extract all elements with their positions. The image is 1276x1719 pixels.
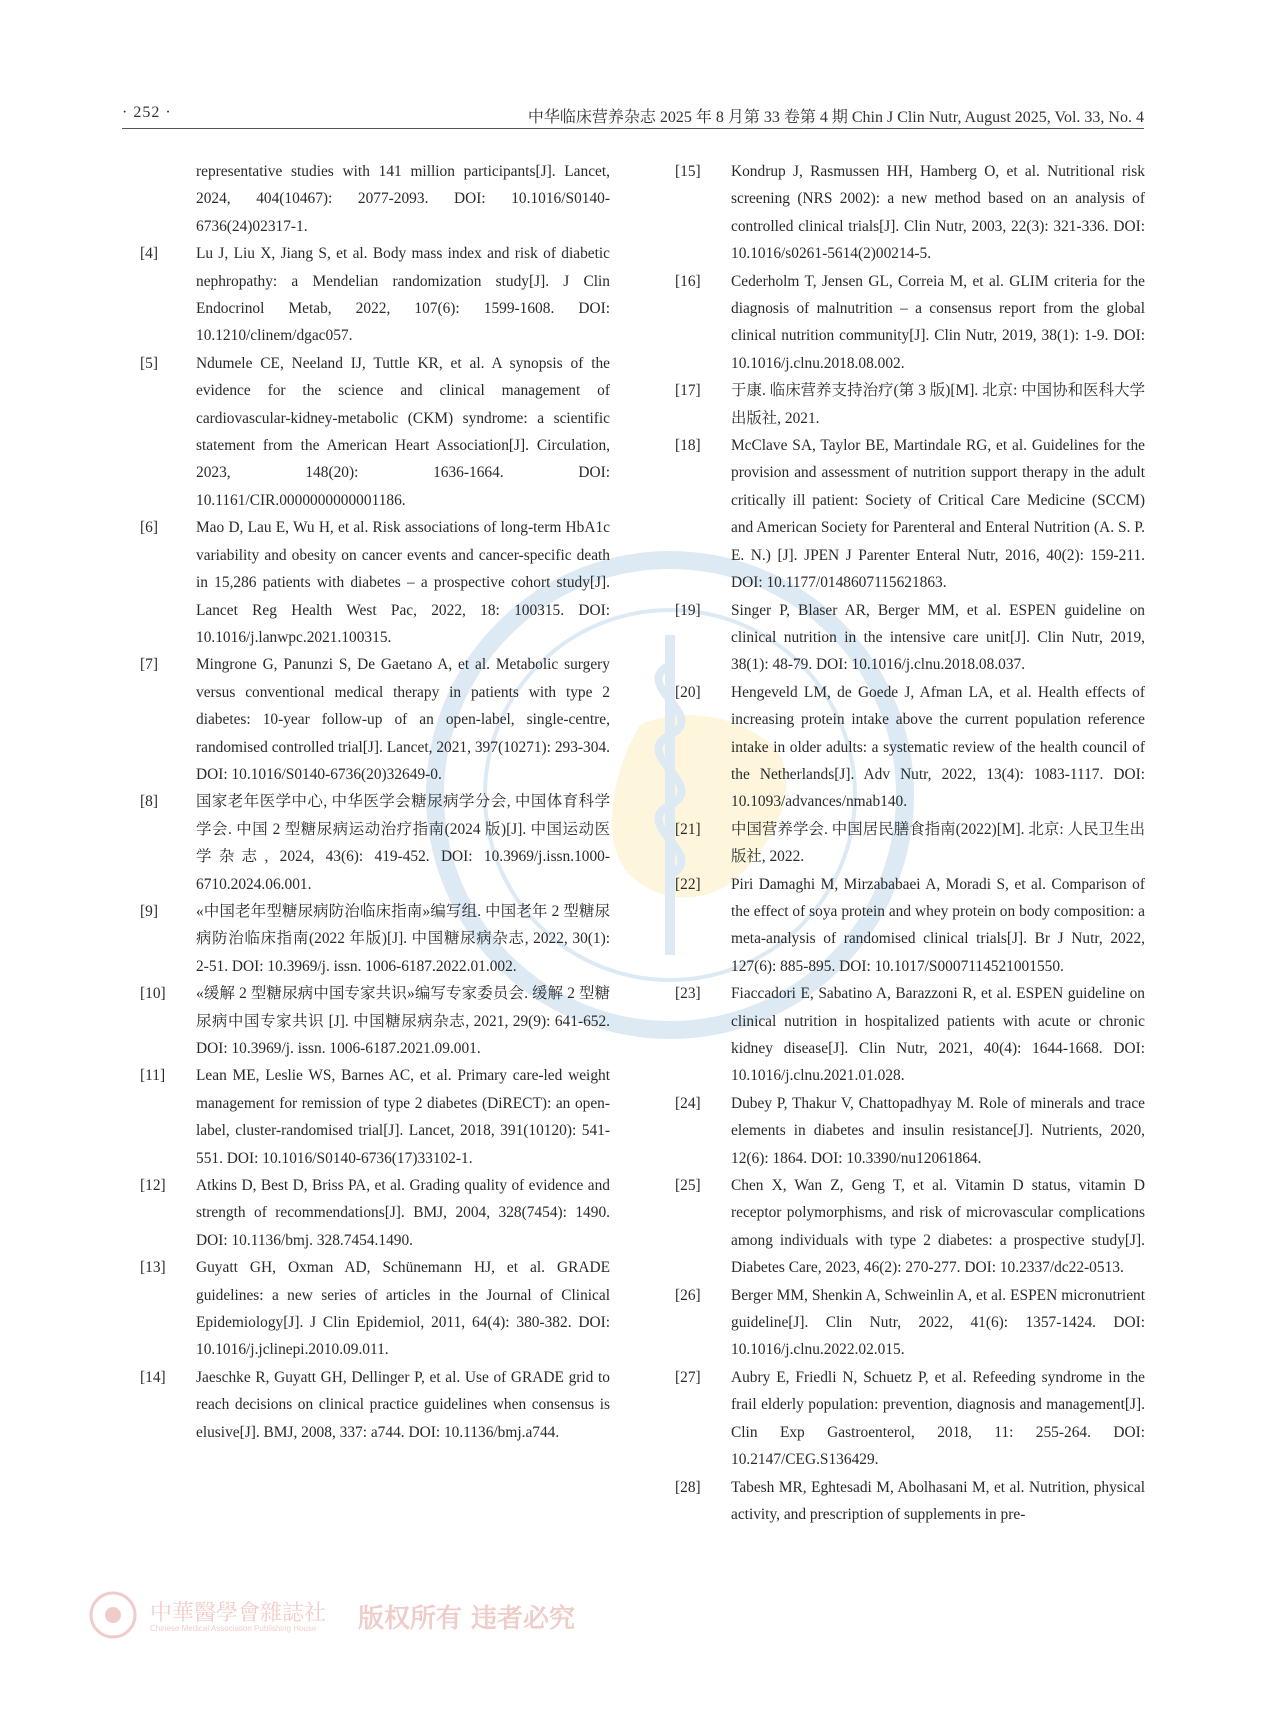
publisher-flower-icon [88,1590,138,1640]
reference-text: Aubry E, Friedli N, Schuetz P, et al. Refeeding syndrome in the frail elderly population: prevention, diagnosis and management[J]. Clin Exp Gastroenterol, 2018, 11: 255-264. DOI: 10.2147/CEG.S136429. [731,1368,1145,1469]
reference-text: Jaeschke R, Guyatt GH, Dellinger P, et al. Use of GRADE grid to reach decisions on clinical practice guidelines when consensus is elusive[J]. BMJ, 2008, 337: a744. DOI: 10.1136/bmj.a744. [196,1368,610,1441]
reference-text: «缓解 2 型糖尿病中国专家共识»编写专家委员会. 缓解 2 型糖尿病中国专家共识 [J]. 中国糖尿病杂志, 2021, 29(9): 641-652. DOI: 10.3969/j. issn. 1006-6187.2021.09.001. [196,985,610,1057]
reference-text: representative studies with 141 million participants[J]. Lancet, 2024, 404(10467): 2077-2093. DOI: 10.1016/S0140-6736(24)02317-1. [196,163,610,235]
reference-entry [140,350,610,514]
reference-text: Mingrone G, Panunzi S, De Gaetano A, et al. Metabolic surgery versus conventional medical therapy in patients with type 2 diabetes: 10-year follow-up of an open-label, single-centre, randomised controlled trial[J]. Lancet, 2021, 397(10271): 293-304. DOI: 10.1016/S0140-6736(20)32649-0. [196,656,610,783]
reference-column-left [140,158,610,1446]
reference-entry [675,268,1145,378]
reference-entry [140,898,610,980]
reference-text: 中国营养学会. 中国居民膳食指南(2022)[M]. 北京: 人民卫生出版社, 2022. [731,820,1145,866]
reference-number: [4] [140,245,158,263]
reference-text: Mao D, Lau E, Wu H, et al. Risk associations of long-term HbA1c variability and obesity on cancer events and cancer-specific death in 15,286 patients with diabetes – a prospective cohort study[J]. Lancet Reg Health West Pac, 2022, 18: 100315. DOI: 10.1016/j.lanwpc.2021.100315. [196,519,610,646]
reference-text: Cederholm T, Jensen GL, Correia M, et al. GLIM criteria for the diagnosis of malnutrition – a consensus report from the global clinical nutrition community[J]. Clin Nutr, 2019, 38(1): 1-9. DOI: 10.1016/j.clnu.2018.08.002. [731,272,1145,372]
reference-number: [18] [675,437,701,455]
reference-entry [140,1254,610,1364]
reference-entry [675,1090,1145,1172]
reference-text: «中国老年型糖尿病防治临床指南»编写组. 中国老年 2 型糖尿病防治临床指南(2022 年版)[J]. 中国糖尿病杂志, 2022, 30(1): 2-51. DOI: 10.3969/j. issn. 1006-6187.2022.01.002. [196,902,610,975]
reference-entry [675,980,1145,1090]
reference-number: [13] [140,1259,166,1277]
reference-number: [26] [675,1286,701,1304]
reference-text: Lean ME, Leslie WS, Barnes AC, et al. Primary care-led weight management for remission of type 2 diabetes (DiRECT): an open-label, cluster-randomised trial[J]. Lancet, 2018, 391(10120): 541-551. DOI: 10.1016/S0140-6736(17)33102-1. [196,1067,610,1167]
reference-number: [6] [140,519,158,537]
reference-entry [675,432,1145,596]
reference-number: [20] [675,683,701,701]
reference-number: [22] [675,875,701,893]
reference-column-right [675,158,1145,1528]
publisher-name-en: Chinese Medical Association Publishing House [150,1624,317,1633]
reference-number: [24] [675,1094,701,1112]
reference-entry [675,1364,1145,1474]
reference-entry [675,871,1145,981]
reference-text: Ndumele CE, Neeland IJ, Tuttle KR, et al. A synopsis of the evidence for the science and clinical management of cardiovascular-kidney-metabolic (CKM) syndrome: a scientific statement from the American Heart Association[J]. Circulation, 2023, 148(20): 1636-1664. DOI: 10.1161/CIR.0000000000001186. [196,354,610,509]
reference-number: [7] [140,656,158,674]
reference-entry [140,514,610,651]
reference-text: 于康. 临床营养支持治疗(第 3 版)[M]. 北京: 中国协和医科大学出版社, 2021. [731,382,1145,427]
reference-entry [675,1172,1145,1282]
reference-entry [675,1282,1145,1364]
reference-entry [675,158,1145,268]
reference-text: McClave SA, Taylor BE, Martindale RG, et al. Guidelines for the provision and assessment of nutrition support therapy in the adult critically ill patient: Society of Critical Care Medicine (SCCM) and American Society for Parenteral and Enteral Nutrition (A. S. P. E. N.) [J]. JPEN J Parenter Enteral Nutr, 2016, 40(2): 159-211. DOI: 10.1177/0148607115621863. [731,437,1145,592]
reference-number: [10] [140,985,166,1003]
reference-number: [15] [675,163,701,180]
reference-text: Dubey P, Thakur V, Chattopadhyay M. Role of minerals and trace elements in diabetes and insulin resistance[J]. Nutrients, 2020, 12(6): 1864. DOI: 10.3390/nu12061864. [731,1094,1145,1167]
reference-text: Hengeveld LM, de Goede J, Afman LA, et al. Health effects of increasing protein intake above the current population reference intake in older adults: a systematic review of the health council of the Netherlands[J]. Adv Nutr, 2022, 13(4): 1083-1117. DOI: 10.1093/advances/nmab140. [731,683,1145,811]
reference-entry [140,980,610,1062]
reference-entry [140,240,610,350]
reference-entry [675,816,1145,871]
reference-entry [140,1364,610,1446]
reference-number: [11] [140,1067,166,1085]
reference-text: Guyatt GH, Oxman AD, Schünemann HJ, et al. GRADE guidelines: a new series of articles in the Journal of Clinical Epidemiology[J]. J Clin Epidemiol, 2011, 64(4): 380-382. DOI: 10.1016/j.jclinepi.2010.09.011. [196,1259,610,1359]
reference-number: [8] [140,793,158,811]
reference-entry [675,679,1145,816]
reference-number: [21] [675,820,701,838]
publisher-name-cn: 中華醫學會雜誌社 [150,1601,327,1626]
running-header [122,104,1144,129]
reference-text: Singer P, Blaser AR, Berger MM, et al. ESPEN guideline on clinical nutrition in the intensive care unit[J]. Clin Nutr, 2019, 38(1): 48-79. DOI: 10.1016/j.clnu.2018.08.037. [731,601,1145,674]
reference-text: Lu J, Liu X, Jiang S, et al. Body mass index and risk of diabetic nephropathy: a Mendelian randomization study[J]. J Clin Endocrinol Metab, 2022, 107(6): 1599-1608. DOI: 10.1210/clinem/dgac057. [196,245,610,345]
reference-text: Kondrup J, Rasmussen HH, Hamberg O, et al. Nutritional risk screening (NRS 2002): a new method based on an analysis of controlled clinical trials[J]. Clin Nutr, 2003, 22(3): 321-336. DOI: 10.1016/s0261-5614(2)00214-5. [731,163,1145,263]
reference-entry [675,1474,1145,1529]
reference-number: [19] [675,601,701,619]
reference-number: [5] [140,354,158,372]
reference-entry [140,788,610,898]
copyright-notice: 版权所有 违者必究 [358,1604,576,1634]
reference-entry [140,651,610,788]
reference-number: [23] [675,985,701,1003]
journal-citation-header: 中华临床营养杂志 2025 年 8 月第 33 卷第 4 期 Chin J Clin Nutr, August 2025, Vol. 33, No. 4 [527,109,1144,126]
reference-number: [16] [675,272,701,290]
publisher-logo-watermark [88,1590,608,1640]
reference-entry [675,597,1145,679]
reference-entry [140,158,610,240]
page-number: · 252 · [122,104,172,121]
reference-text: Atkins D, Best D, Briss PA, et al. Grading quality of evidence and strength of recommendations[J]. BMJ, 2004, 328(7454): 1490. DOI: 10.1136/bmj. 328.7454.1490. [196,1177,610,1249]
reference-number: [25] [675,1177,701,1195]
reference-text: Fiaccadori E, Sabatino A, Barazzoni R, et al. ESPEN guideline on clinical nutrition in hospitalized patients with acute or chronic kidney disease[J]. Clin Nutr, 2021, 40(4): 1644-1668. DOI: 10.1016/j.clnu.2021.01.028. [731,985,1145,1085]
reference-number: [9] [140,902,158,920]
reference-text: Chen X, Wan Z, Geng T, et al. Vitamin D status, vitamin D receptor polymorphisms, and risk of microvascular complications among individuals with type 2 diabetes: a prospective study[J]. Diabetes Care, 2023, 46(2): 270-277. DOI: 10.2337/dc22-0513. [731,1177,1145,1277]
reference-text: Berger MM, Shenkin A, Schweinlin A, et al. ESPEN micronutrient guideline[J]. Clin Nutr, 2022, 41(6): 1357-1424. DOI: 10.1016/j.clnu.2022.02.015. [731,1286,1145,1359]
reference-text: Tabesh MR, Eghtesadi M, Abolhasani M, et al. Nutrition, physical activity, and prescription of supplements in pre- [731,1478,1145,1523]
reference-entry [140,1062,610,1172]
reference-entry [675,377,1145,432]
reference-text: Piri Damaghi M, Mirzababaei A, Moradi S, et al. Comparison of the effect of soya protein and whey protein on body composition: a meta-analysis of randomised clinical trials[J]. Br J Nutr, 2022, 127(6): 885-895. DOI: 10.1017/S0007114521001550. [731,875,1145,975]
reference-number: [12] [140,1177,166,1195]
reference-number: [14] [140,1368,166,1386]
reference-number: [28] [675,1478,701,1496]
reference-number: [27] [675,1368,701,1386]
reference-entry [140,1172,610,1254]
reference-number: [17] [675,382,701,400]
reference-text: 国家老年医学中心, 中华医学会糖尿病学分会, 中国体育科学学会. 中国 2 型糖尿病运动治疗指南(2024 版)[J]. 中国运动医学杂志, 2024, 43(6): 419-452. DOI: 10.3969/j.issn.1000-6710.2024.06.001. [196,793,610,893]
